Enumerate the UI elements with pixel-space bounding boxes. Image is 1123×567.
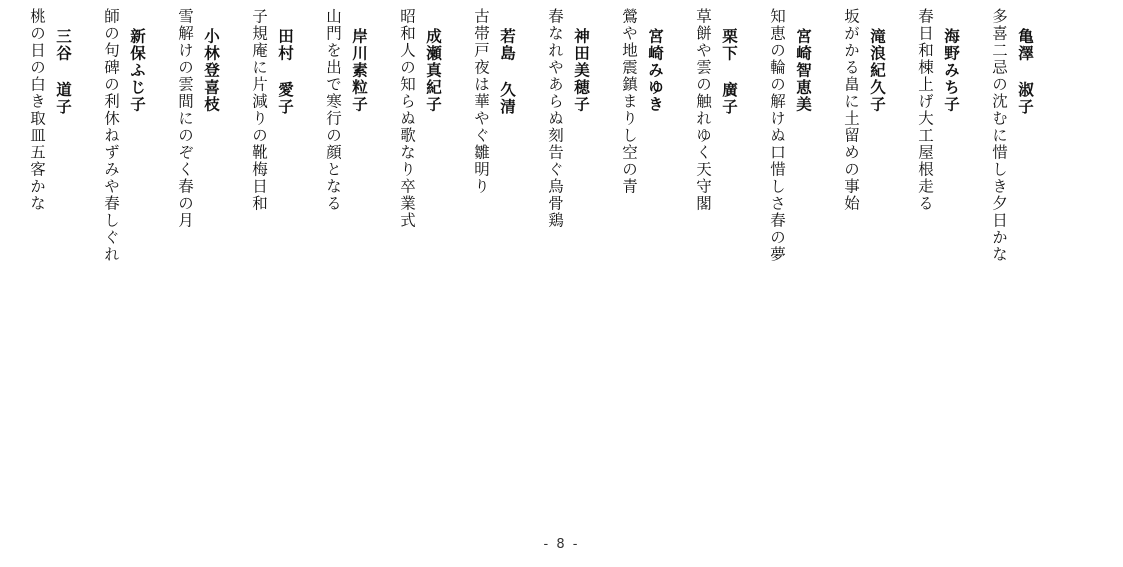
poem-entry: [619, 8, 665, 263]
poem-verse: 古帯戸夜は華やぐ雛明り: [472, 8, 490, 195]
poem-author: 田村 愛子: [276, 28, 294, 116]
poem-verse: 桃の日の白き取皿五客かな: [28, 8, 46, 212]
poem-author: 小林登喜枝: [202, 28, 220, 113]
poem-entry: [27, 8, 73, 263]
poem-verse: 知恵の輪の解けぬ口惜しさ春の夢: [768, 8, 786, 263]
poem-entry: [397, 8, 443, 263]
poem-author: 海野みち子: [942, 28, 960, 113]
poem-entry: [323, 8, 369, 263]
poem-author: 宮崎みゆき: [646, 28, 664, 113]
poem-author: 岸川素粒子: [350, 28, 368, 113]
poem-verse: 鶯や地震鎮まりし空の青: [620, 8, 638, 195]
poem-verse: 春日和棟上げ大工屋根走る: [916, 8, 934, 212]
poem-verse: 草餅や雲の触れゆく天守閣: [694, 8, 712, 212]
poem-entry: [915, 8, 961, 263]
poem-verse: 昭和人の知らぬ歌なり卒業式: [398, 8, 416, 229]
poem-verse: 師の句碑の利休ねずみや春しぐれ: [102, 8, 120, 263]
poem-entry: [767, 8, 813, 263]
poem-entry: [841, 8, 887, 263]
poem-entry: [693, 8, 739, 263]
page-number: - 8 -: [543, 537, 580, 552]
poem-verse: 春なれやあらぬ刻告ぐ烏骨鶏: [546, 8, 564, 229]
poem-verse: 山門を出で寒行の顔となる: [324, 8, 342, 212]
poem-entry: [175, 8, 221, 263]
poem-author: 若島 久清: [498, 28, 516, 116]
poem-verse: 子規庵に片減りの靴梅日和: [250, 8, 268, 212]
poem-entry: [101, 8, 147, 263]
poem-author: 亀澤 淑子: [1016, 28, 1034, 116]
poem-verse: 雪解けの雲間にのぞく春の月: [176, 8, 194, 229]
poem-author: 栗下 廣子: [720, 28, 738, 116]
poem-columns: [0, 8, 1035, 263]
poem-author: 宮崎智恵美: [794, 28, 812, 113]
poem-entry: [545, 8, 591, 263]
poem-author: 神田美穂子: [572, 28, 590, 113]
poem-author: 滝浪紀久子: [868, 28, 886, 113]
poem-author: 成瀬真紀子: [424, 28, 442, 113]
poem-verse: 坂がかる畠に土留めの事始: [842, 8, 860, 212]
poem-author: 新保ふじ子: [128, 28, 146, 113]
poem-entry: [989, 8, 1035, 263]
poem-author: 三谷 道子: [54, 28, 72, 116]
poem-entry: [471, 8, 517, 263]
poem-verse: 多喜二忌の沈むに惜しき夕日かな: [990, 8, 1008, 263]
poem-entry: [249, 8, 295, 263]
